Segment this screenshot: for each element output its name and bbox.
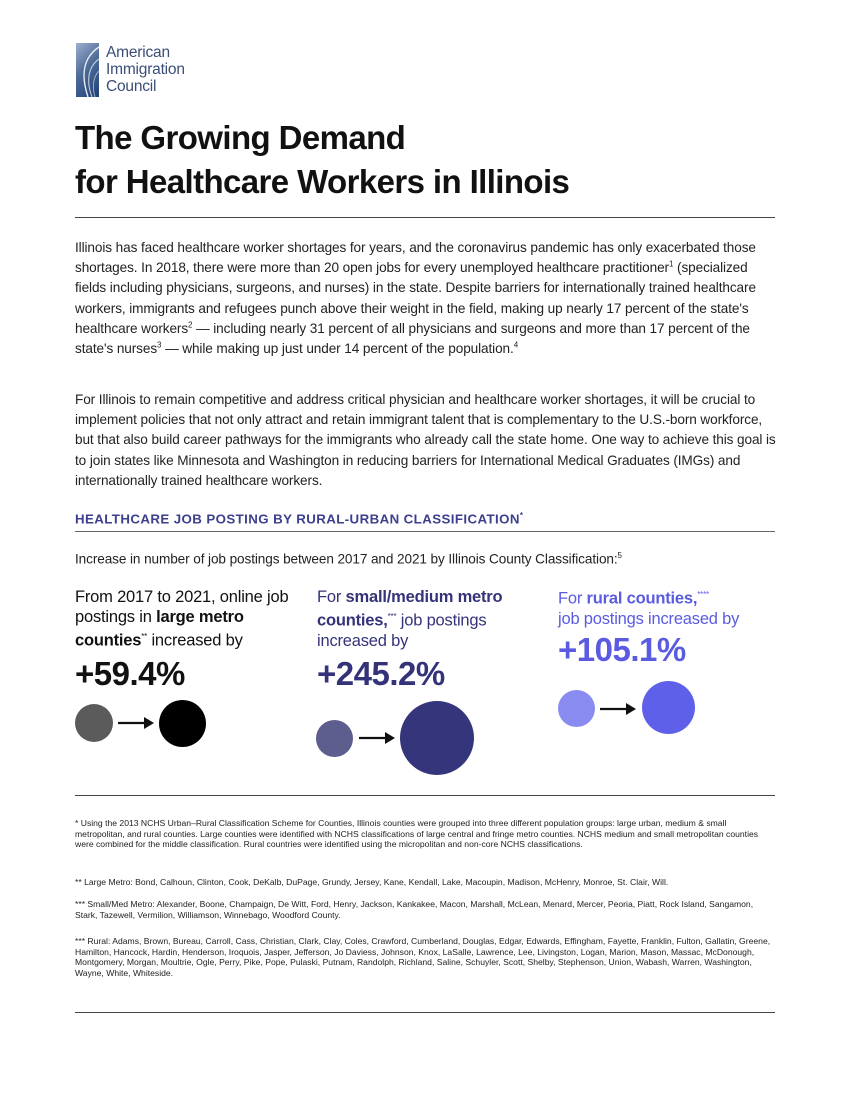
logo-wordmark [106, 44, 185, 95]
stats-intro-text: Increase in number of job postings between 2017 and 2021 by Illinois County Classification: [75, 551, 618, 567]
stat-large-sup: ** [141, 632, 148, 641]
stat-rural-post: job postings increased by [558, 609, 740, 628]
section-heading-text: HEALTHCARE JOB POSTING BY RURAL-URBAN CLASSIFICATION [75, 511, 520, 527]
large-metro-arrow-icon [118, 716, 154, 730]
footnote-small-metro: *** Small/Med Metro: Alexander, Boone, Champaign, De Witt, Ford, Henry, Jackson, Kankakee, Macon, Marshall, McLean, Menard, Mercer, Peoria, Piatt, Rock Island, Sangamon, Stark, Tazewell, Vermilion, Williamson, Winnebago, Woodford County. [75, 899, 754, 920]
footnotes-divider-bottom [75, 1012, 775, 1013]
stat-rural-pre: For [558, 589, 587, 608]
paragraph1-part1: Illinois has faced healthcare worker shortages for years, and the coronavirus pandemic has only exacerbated those shortages. In 2018, there were more than 20 open jobs for every unemployed healthcare practitioner [75, 240, 756, 276]
stat-small-sup: *** [387, 612, 397, 621]
small-metro-arrow-icon [359, 731, 395, 745]
footnote-ref-5: 5 [617, 551, 622, 560]
footnote-ref-1: 1 [668, 259, 674, 269]
stat-large-metro [75, 587, 307, 693]
stats-intro [75, 551, 622, 567]
logo-mark-icon [76, 43, 99, 97]
stat-large-bold: large metro counties [75, 608, 244, 650]
stat-small-value: +245.2% [317, 654, 445, 692]
rural-after-bubble [642, 681, 695, 734]
stat-small-bold: small/medium metro counties, [317, 588, 503, 630]
small-metro-before-bubble [316, 720, 353, 757]
logo-line-3: Council [106, 78, 157, 95]
stat-small-description [317, 587, 549, 651]
stat-rural-sup: **** [697, 590, 709, 599]
section-divider [75, 531, 775, 532]
paragraph1-part2: (specialized fields including physicians, surgeons, and nurses) in the state. Despite barriers for internationally trained healthcare workers, immigrants and refugees punch above their weight in the field, making up nearly 17 percent of the state's healthcare workers [75, 260, 756, 336]
stat-small-metro [317, 587, 549, 693]
stat-small-post: job postings increased by [317, 611, 487, 650]
title-divider [75, 217, 775, 218]
stat-large-post: increased by [147, 631, 243, 650]
stat-large-value: +59.4% [75, 654, 185, 692]
small-metro-after-bubble [400, 701, 474, 775]
rural-before-bubble [558, 690, 595, 727]
title-line-1: The Growing Demand [75, 119, 406, 156]
organization-logo [76, 43, 216, 99]
stat-large-pre: From 2017 to 2021, online job postings in [75, 588, 289, 626]
intro-paragraph [75, 238, 780, 359]
footnotes-divider-top [75, 795, 775, 796]
footnote-ref-3: 3 [157, 340, 162, 350]
footnote-large-metro: ** Large Metro: Bond, Calhoun, Clinton, Cook, DeKalb, DuPage, Grundy, Jersey, Kane, Kendall, Lake, Macoupin, Madison, McHenry, Monroe, St. Clair, Will. [75, 877, 669, 887]
page-title [75, 116, 569, 204]
title-line-2: for Healthcare Workers in Illinois [75, 163, 570, 200]
footnote-ref-2: 2 [188, 320, 193, 330]
stat-rural-bold: rural counties, [586, 589, 698, 608]
policy-paragraph: For Illinois to remain competitive and address critical physician and healthcare worker shortages, it will be crucial to implement policies that not only attract and retain immigrant talent that is complementary to the U.S.-born workforce, but that also build career pathways for the immigrants who already call the state home. One way to achieve this goal is to join states like Minnesota and Washington in reducing barriers for International Medical Graduates (IMGs) and internationally trained healthcare workers. [75, 392, 776, 488]
logo-line-2: Immigration [106, 61, 185, 78]
paragraph1-part4: — while making up just under 14 percent of the population. [161, 341, 514, 357]
rural-arrow-icon [600, 702, 636, 716]
stat-rural [558, 585, 790, 669]
stat-rural-value: +105.1% [558, 630, 686, 668]
large-metro-before-bubble [75, 704, 113, 742]
section-heading [75, 511, 523, 526]
paragraph1-part3: — including nearly 31 percent of all physicians and surgeons and more than 17 percent of the state's nurses [75, 320, 750, 357]
footnote-classification: * Using the 2013 NCHS Urban–Rural Classification Scheme for Counties, Illinois counties were grouped into three different population groups: large urban, medium & small metropolitan, and rural counties. Large counties were identified with NCHS classifications of large central and fringe metro counties. NCHS medium and small metropolitan counties were combined for the middle classification. Rural countries were identified using the micropolitan and non-core NCHS classifications. [75, 818, 759, 850]
large-metro-after-bubble [159, 700, 206, 747]
section-heading-marker: * [519, 511, 524, 520]
stat-small-pre: For [317, 588, 346, 606]
footnote-rural: *** Rural: Adams, Brown, Bureau, Carroll, Cass, Christian, Clark, Clay, Coles, Crawford, Cumberland, Douglas, Edgar, Edwards, Effingham, Fayette, Franklin, Fulton, Gallatin, Greene, Hamilton, Hancock, Hardin, Henderson, Iroquois, Jasper, Jefferson, Jo Daviess, Johnson, Knox, LaSalle, Lawrence, Lee, Livingston, Logan, Marion, Mason, Massac, McDonough, Montgomery, Morgan, Moultrie, Ogle, Perry, Pike, Pope, Pulaski, Putnam, Randolph, Richland, Saline, Schuyler, Scott, Shelby, Stephenson, Union, Wabash, Warren, Washington, Wayne, White, Whiteside. [75, 936, 771, 978]
stat-large-description [75, 587, 307, 651]
footnote-ref-4: 4 [513, 340, 519, 350]
logo-line-1: American [106, 44, 170, 61]
stat-rural-description [558, 585, 790, 629]
